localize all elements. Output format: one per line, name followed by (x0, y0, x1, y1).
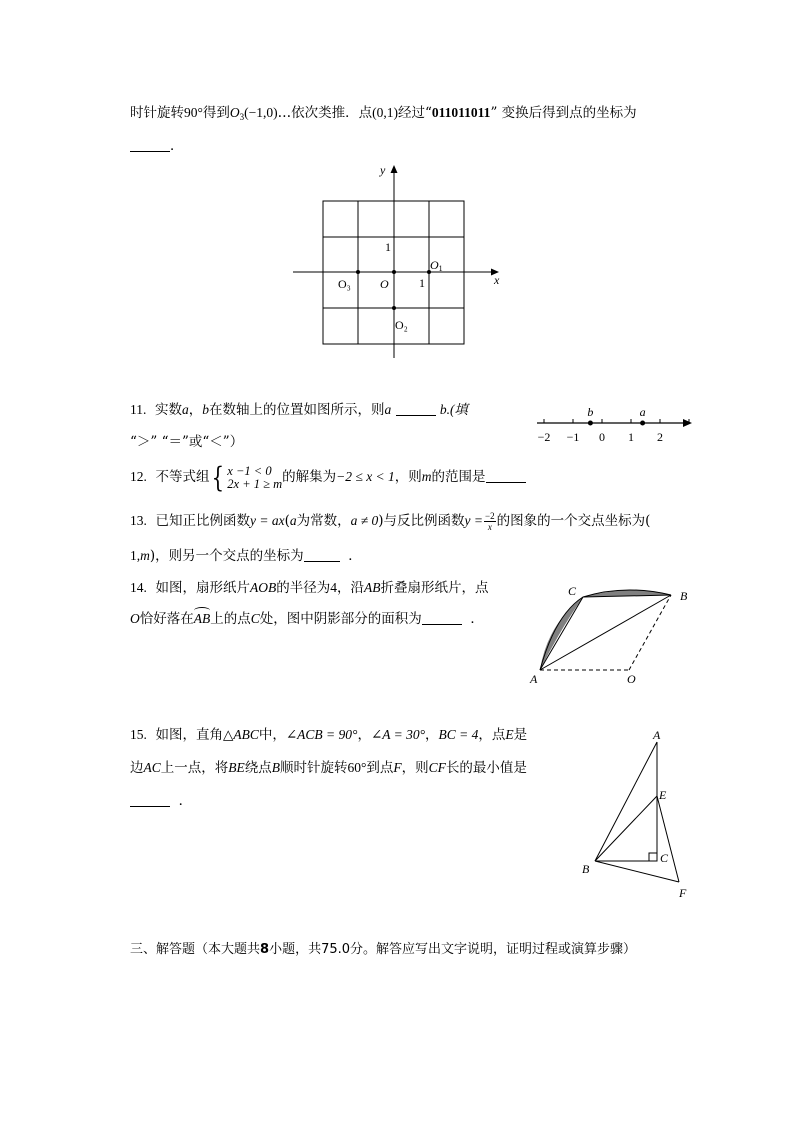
point-o3 (356, 270, 360, 274)
q14-line2: O恰好落在AB上的点C处，图中阴影部分的面积为 ． (130, 611, 484, 627)
q14-sector-figure (525, 580, 700, 690)
label-c: C (568, 584, 577, 598)
numberline-tick-label: −2 (537, 430, 551, 444)
answer-blank[interactable] (486, 470, 526, 483)
numberline-tick-label: 1 (628, 430, 634, 444)
point-o2 (392, 306, 396, 310)
o2-label: O₂ (395, 318, 408, 332)
x-label: x (494, 273, 500, 287)
q14-line1: 14. 如图，扇形纸片AOB的半径为4，沿AB折叠扇形纸片，点 (130, 580, 489, 596)
numberline-tick-label: −1 (566, 430, 580, 444)
numberline-label-b: b (587, 405, 594, 419)
label-a: A (653, 728, 661, 742)
q13-line2: 1,m)，则另一个交点的坐标为 ． (130, 548, 362, 564)
origin-label: O (380, 277, 389, 291)
answer-blank[interactable] (130, 139, 170, 152)
q11-line1: 11. 实数a，b在数轴上的位置如图所示，则a b.(填 (130, 402, 468, 418)
numberline-tick-label: 2 (657, 430, 663, 444)
q13-line1: 13. 已知正比例函数y = ax(a为常数，a ≠ 0)与反比例函数y = $\frac{-2}{x}$ 的图象的一个交点坐标为( (130, 511, 651, 532)
section-3-heading: 三、解答题（本大题共8小题，共75.0分。解答应写出文字说明，证明过程或演算步骤） (130, 942, 637, 957)
label-c: C (660, 851, 669, 865)
label-b: B (582, 862, 590, 876)
numberline-tick-label: 0 (599, 430, 605, 444)
label-e: E (659, 788, 667, 802)
tick-one-y: 1 (385, 240, 391, 254)
label-a: A (530, 672, 538, 686)
answer-blank[interactable] (422, 612, 462, 625)
q12-line: 12. 不等式组{ x −1 < 0 2x + 1 ≥ m 的解集为−2 ≤ x < 1，则m的范围是 (130, 463, 526, 491)
y-axis-arrow (391, 165, 398, 173)
q10-grid-figure (285, 160, 510, 365)
q11-number-line (530, 398, 700, 446)
answer-blank[interactable] (130, 794, 170, 807)
label-b: B (680, 589, 688, 603)
q10-text-line1: 时针旋转90°得到$O_3(-1,0)\dots$依次类推．点(0,1)经过“011011011” 变换后得到点的坐标为 (130, 105, 637, 122)
q15-line1: 15. 如图，直角△ABC中，∠ACB = 90°，∠A = 30°，BC = 4，点E是 (130, 727, 528, 743)
q15-line2: 边AC上一点，将BE绕点B顺时针旋转60°到点F，则CF长的最小值是 (130, 760, 527, 776)
y-label: y (380, 163, 386, 177)
q15-answer-line: ． (130, 791, 192, 811)
point-origin (392, 270, 396, 274)
q10-answer-line: ． (130, 136, 184, 156)
tick-one-x: 1 (419, 276, 425, 290)
numberline-point-a (640, 421, 645, 426)
label-f: F (679, 886, 687, 900)
answer-blank[interactable] (396, 403, 436, 416)
numberline-point-b (588, 421, 593, 426)
answer-blank[interactable] (304, 549, 340, 562)
o3-label: O₃ (338, 277, 351, 291)
o1-label: O1 (430, 258, 443, 273)
numberline-label-a: a (639, 405, 646, 419)
label-o: O (627, 672, 636, 686)
q11-line2: “＞” “＝”或“＜”） (130, 434, 244, 450)
q15-triangle-figure (570, 725, 700, 905)
